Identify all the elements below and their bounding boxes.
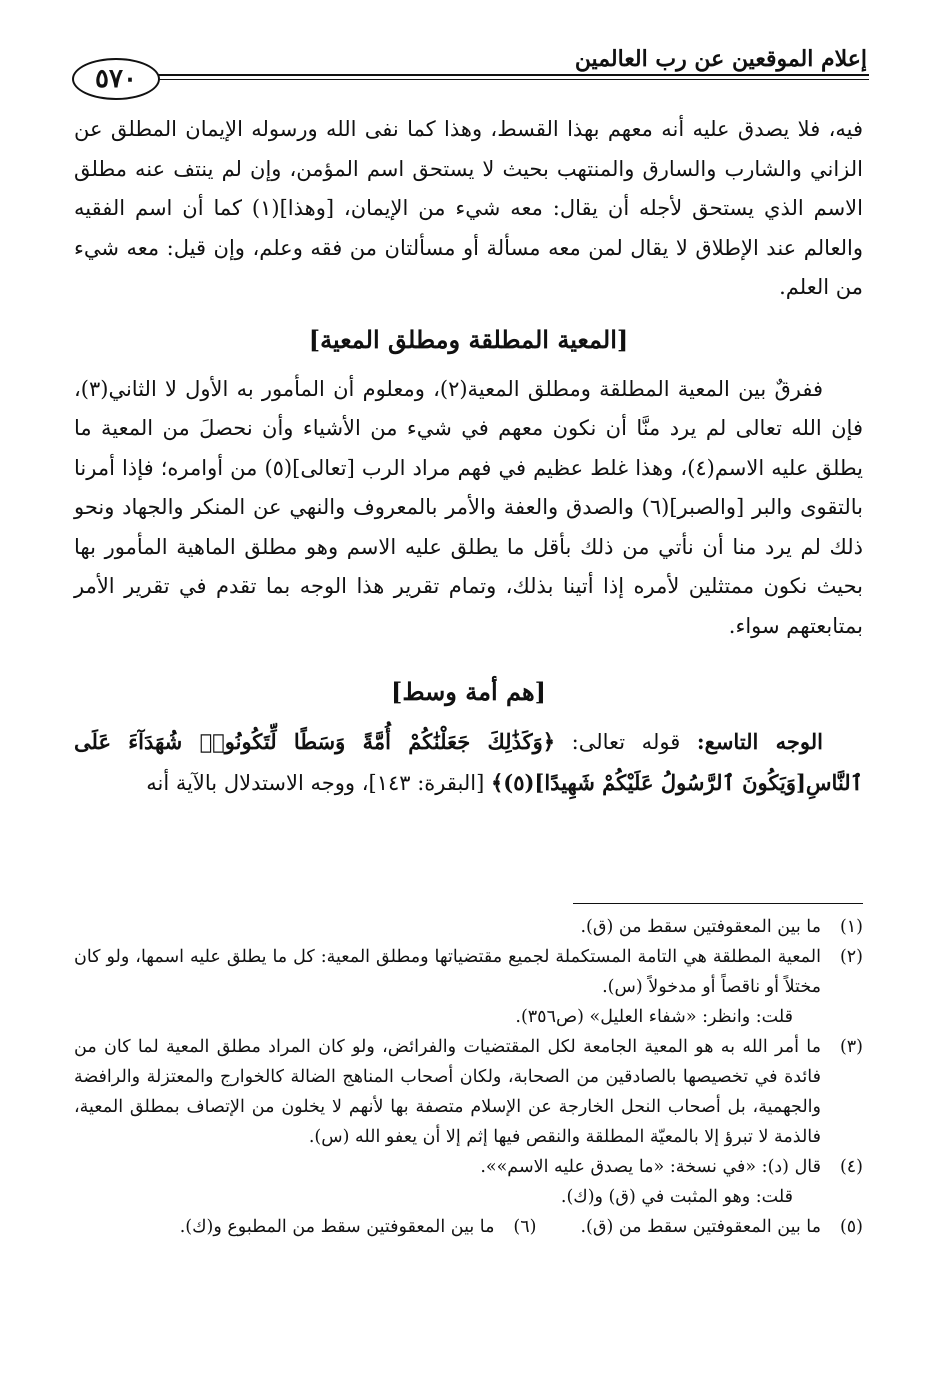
paragraph-lead: الوجه التاسع: [696, 729, 823, 754]
footnote-text: ما أمر الله به هو المعية الجامعة لكل المقتضيات والفرائض، ولو كان المراد مطلق المعية لما كان من فائدة في تخصيصها بالصادقين من الصحابة، ولكان أصحاب المناهج الضالة كالخوارج والمعتزلة والرافضة والجهمية، بل أصحاب النحل الخارجة عن الإسلام متصفة بها لأنهم لا يخلون من الإتصاف بمطلق المعية، فالذمة لا تبرؤ إلا بالمعيّة المطلقة والنقص فيها إثم إلا أن يعفو الله (س). [74, 1037, 821, 1147]
header-rule-thick [156, 74, 869, 76]
verse-reference: [البقرة: ١٤٣]، ووجه الاستدلال بالآية أنه [146, 770, 491, 795]
book-title: إعلام الموقعين عن رب العالمين [574, 46, 867, 72]
footnote-1 [74, 912, 863, 942]
verse-intro: قوله تعالى: [555, 730, 697, 754]
paragraph-3 [74, 722, 863, 803]
footnote-subnote: قلت: وانظر: «شفاء العليل» (ص٣٥٦). [515, 1007, 793, 1027]
footnote-number: (٣) [839, 1037, 863, 1057]
section-heading-umma-wasat: [هم أمة وسط] [391, 677, 546, 706]
paragraph-2: ففرقٌ بين المعية المطلقة ومطلق المعية(٢)، ومعلوم أن المأمور به الأول لا الثاني(٣)، فإن الله تعالى لم يرد منَّا أن نكون معهم في شيء من الأشياء وأن نحصلَ من المعية ما يطلق عليه الاسم(٤)، وهذا غلط عظيم في فهم مراد الرب [تعالى](٥) من أوامره؛ فإذا أمرنا بالتقوى والبر [والصبر](٦) والصدق والعفة والأمر بالمعروف والنهي عن المنكر والجهاد ونحو ذلك لم يرد منا أن نأتي من ذلك بأقل ما يطلق عليه الاسم وهو مطلق الماهية المأمور بها بحيث نكون ممتثلين لأمره إذا أتينا بذلك، وتمام تقرير هذا الوجه بما تقدم في تقرير الأمر بمتابعتهم سواء. [74, 376, 863, 638]
footnote-4 [74, 1152, 863, 1212]
main-text [74, 110, 863, 803]
footnote-number: (٥) [839, 1217, 863, 1237]
footnote-separator [573, 903, 863, 904]
section-heading-maiyya: [المعية المطلقة ومطلق المعية] [308, 324, 629, 354]
page-number-badge: ٥٧٠ [72, 58, 160, 100]
footnote-text: قال (د): «في نسخة: «ما يصدق عليه الاسم»». [480, 1157, 821, 1177]
footnote-2 [74, 942, 863, 1032]
footnote-text: المعية المطلقة هي التامة المستكملة لجميع مقتضياتها ومطلق المعية: كل ما يطلق عليه اسمها، ولو كان مختلاً أو ناقصاً أو مدخولاً (س). [74, 947, 821, 997]
footnote-number: (٦) [513, 1217, 537, 1237]
footnote-text: ما بين المعقوفتين سقط من المطبوع و(ك). [179, 1217, 495, 1237]
footnote-subnote: قلت: وهو المثبت في (ق) و(ك). [560, 1187, 793, 1207]
footnote-text: ما بين المعقوفتين سقط من (ق). [580, 917, 821, 937]
footnote-text: ما بين المعقوفتين سقط من (ق). [580, 1217, 821, 1237]
header-rule-thin [156, 79, 869, 80]
footnote-3 [74, 1032, 863, 1152]
page-header [72, 44, 869, 104]
footnote-6 [180, 1212, 537, 1242]
footnote-number: (١) [839, 917, 863, 937]
paragraph-1: فيه، فلا يصدق عليه أنه معهم بهذا القسط، وهذا كما نفى الله ورسوله الإيمان المطلق عن الزاني والشارب والسارق والمنتهب بحيث لا يستحق اسم المؤمن، وإن لم ينتف عنه مطلق الاسم الذي يستحق لأجله أن يقال: معه شيء من الإيمان، [وهذا](١) كما أن اسم الفقيه والعالم عند الإطلاق لا يقال لمن معه مسألة أو مسألتان من فقه وعلم، وإن قيل: معه شيء من العلم. [74, 117, 863, 299]
footnote-number: (٢) [839, 947, 863, 967]
footnote-number: (٤) [839, 1157, 863, 1177]
footnotes [74, 912, 863, 1242]
footnotes-5-6 [74, 1212, 863, 1242]
quran-verse: ﴿وَكَذَٰلِكَ جَعَلْنَٰكُمْ أُمَّةً وَسَطًا لِّتَكُونُوا۟ شُهَدَآءَ عَلَى ٱلنَّاسِ[وَيَكُونَ ٱلرَّسُولُ عَلَيْكُمْ شَهِيدًا](٥)﴾ [74, 729, 863, 795]
footnote-5 [580, 1212, 863, 1242]
